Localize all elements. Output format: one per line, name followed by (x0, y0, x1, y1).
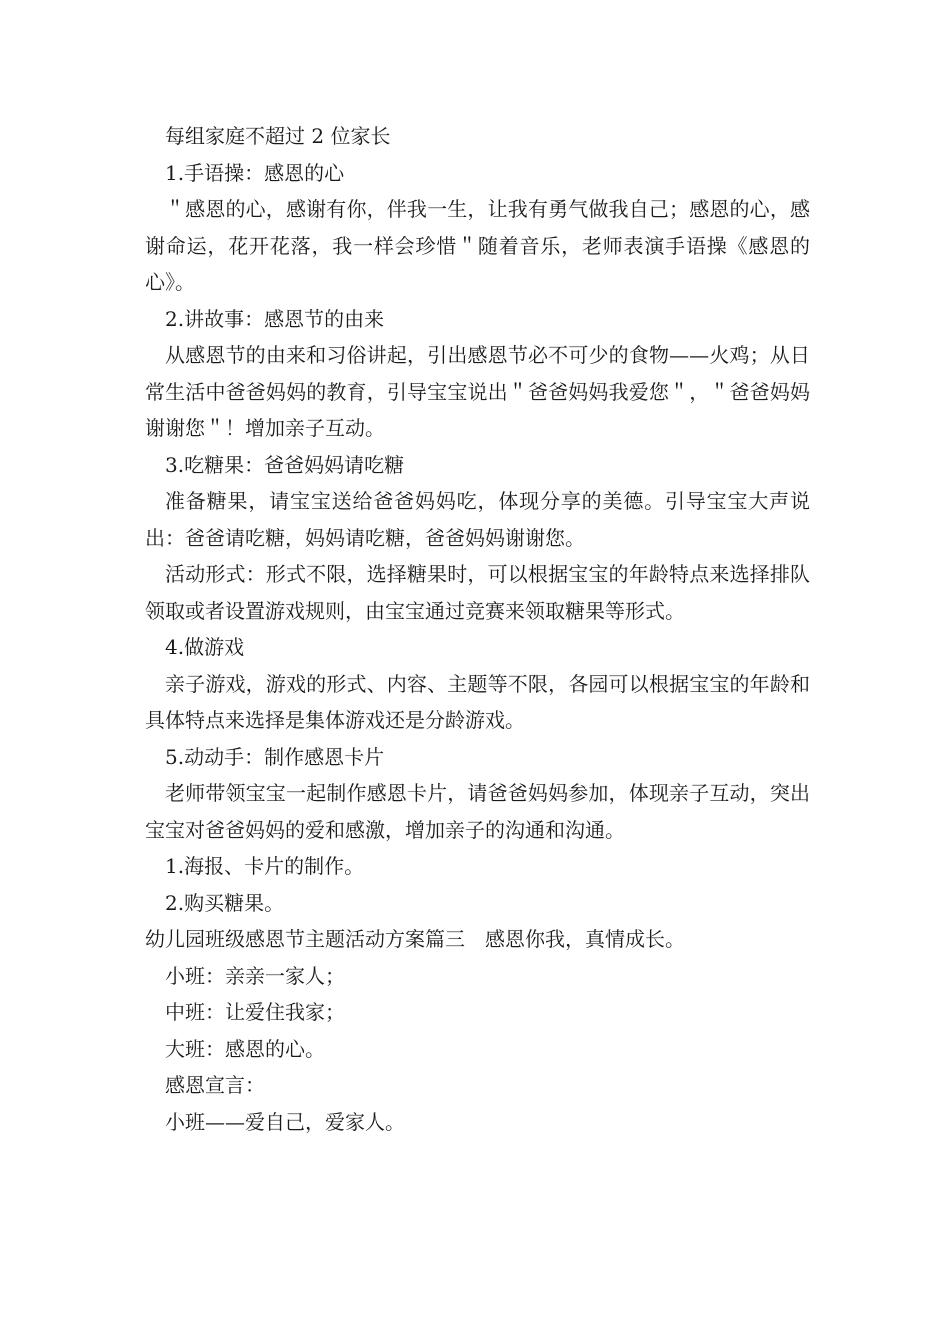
heading-candy: 3.吃糖果：爸爸妈妈请吃糖 (165, 452, 405, 477)
paragraph-candy: 准备糖果，请宝宝送给爸爸妈妈吃，体现分享的美德。引导宝宝大声说出：爸爸请吃糖，妈妈请吃糖，爸爸妈妈谢谢您。 (145, 489, 810, 550)
document-body (145, 118, 810, 1140)
paragraph-games: 亲子游戏，游戏的形式、内容、主题等不限，各园可以根据宝宝的年龄和具体特点来选择是集体游戏还是分龄游戏。 (145, 671, 810, 732)
list-item-buy-candy: 2.购买糖果。 (165, 890, 285, 915)
paragraph-activity-form: 活动形式：形式不限，选择糖果时，可以根据宝宝的年龄特点来选择排队领取或者设置游戏规则，由宝宝通过竞赛来领取糖果等形式。 (145, 562, 810, 623)
paragraph-parent-limit: 每组家庭不超过 2 位家长 (165, 124, 391, 148)
heading-declaration: 感恩宣言： (165, 1073, 265, 1097)
heading-games: 4.做游戏 (165, 635, 245, 659)
paragraph-declaration-small: 小班——爱自己，爱家人。 (165, 1109, 405, 1134)
paragraph-sign-language: ＂感恩的心，感谢有你，伴我一生，让我有勇气做我自己；感恩的心，感谢命运，花开花落，我一样会珍惜＂随着音乐，老师表演手语操《感恩的心》。 (145, 197, 810, 294)
paragraph-story: 从感恩节的由来和习俗讲起，引出感恩节必不可少的食物——火鸡；从日常生活中爸爸妈妈的教育，引导宝宝说出＂爸爸妈妈我爱您＂，＂爸爸妈妈谢谢您＂！增加亲子互动。 (145, 343, 810, 440)
paragraph-middle-class: 中班：让爱住我家； (165, 1000, 345, 1024)
paragraph-small-class: 小班：亲亲一家人； (165, 963, 345, 988)
heading-story: 2.讲故事：感恩节的由来 (165, 306, 385, 331)
paragraph-large-class: 大班：感恩的心。 (165, 1036, 325, 1061)
list-item-posters: 1.海报、卡片的制作。 (165, 854, 365, 878)
paragraph-handcraft: 老师带领宝宝一起制作感恩卡片，请爸爸妈妈参加，体现亲子互动，突出宝宝对爸爸妈妈的爱和感激，增加亲子的沟通和沟通。 (145, 781, 810, 842)
section-title-plan-three: 幼儿园班级感恩节主题活动方案篇三 感恩你我，真情成长。 (145, 927, 685, 951)
heading-sign-language: 1.手语操：感恩的心 (165, 160, 345, 185)
heading-handcraft: 5.动动手：制作感恩卡片 (165, 744, 385, 769)
